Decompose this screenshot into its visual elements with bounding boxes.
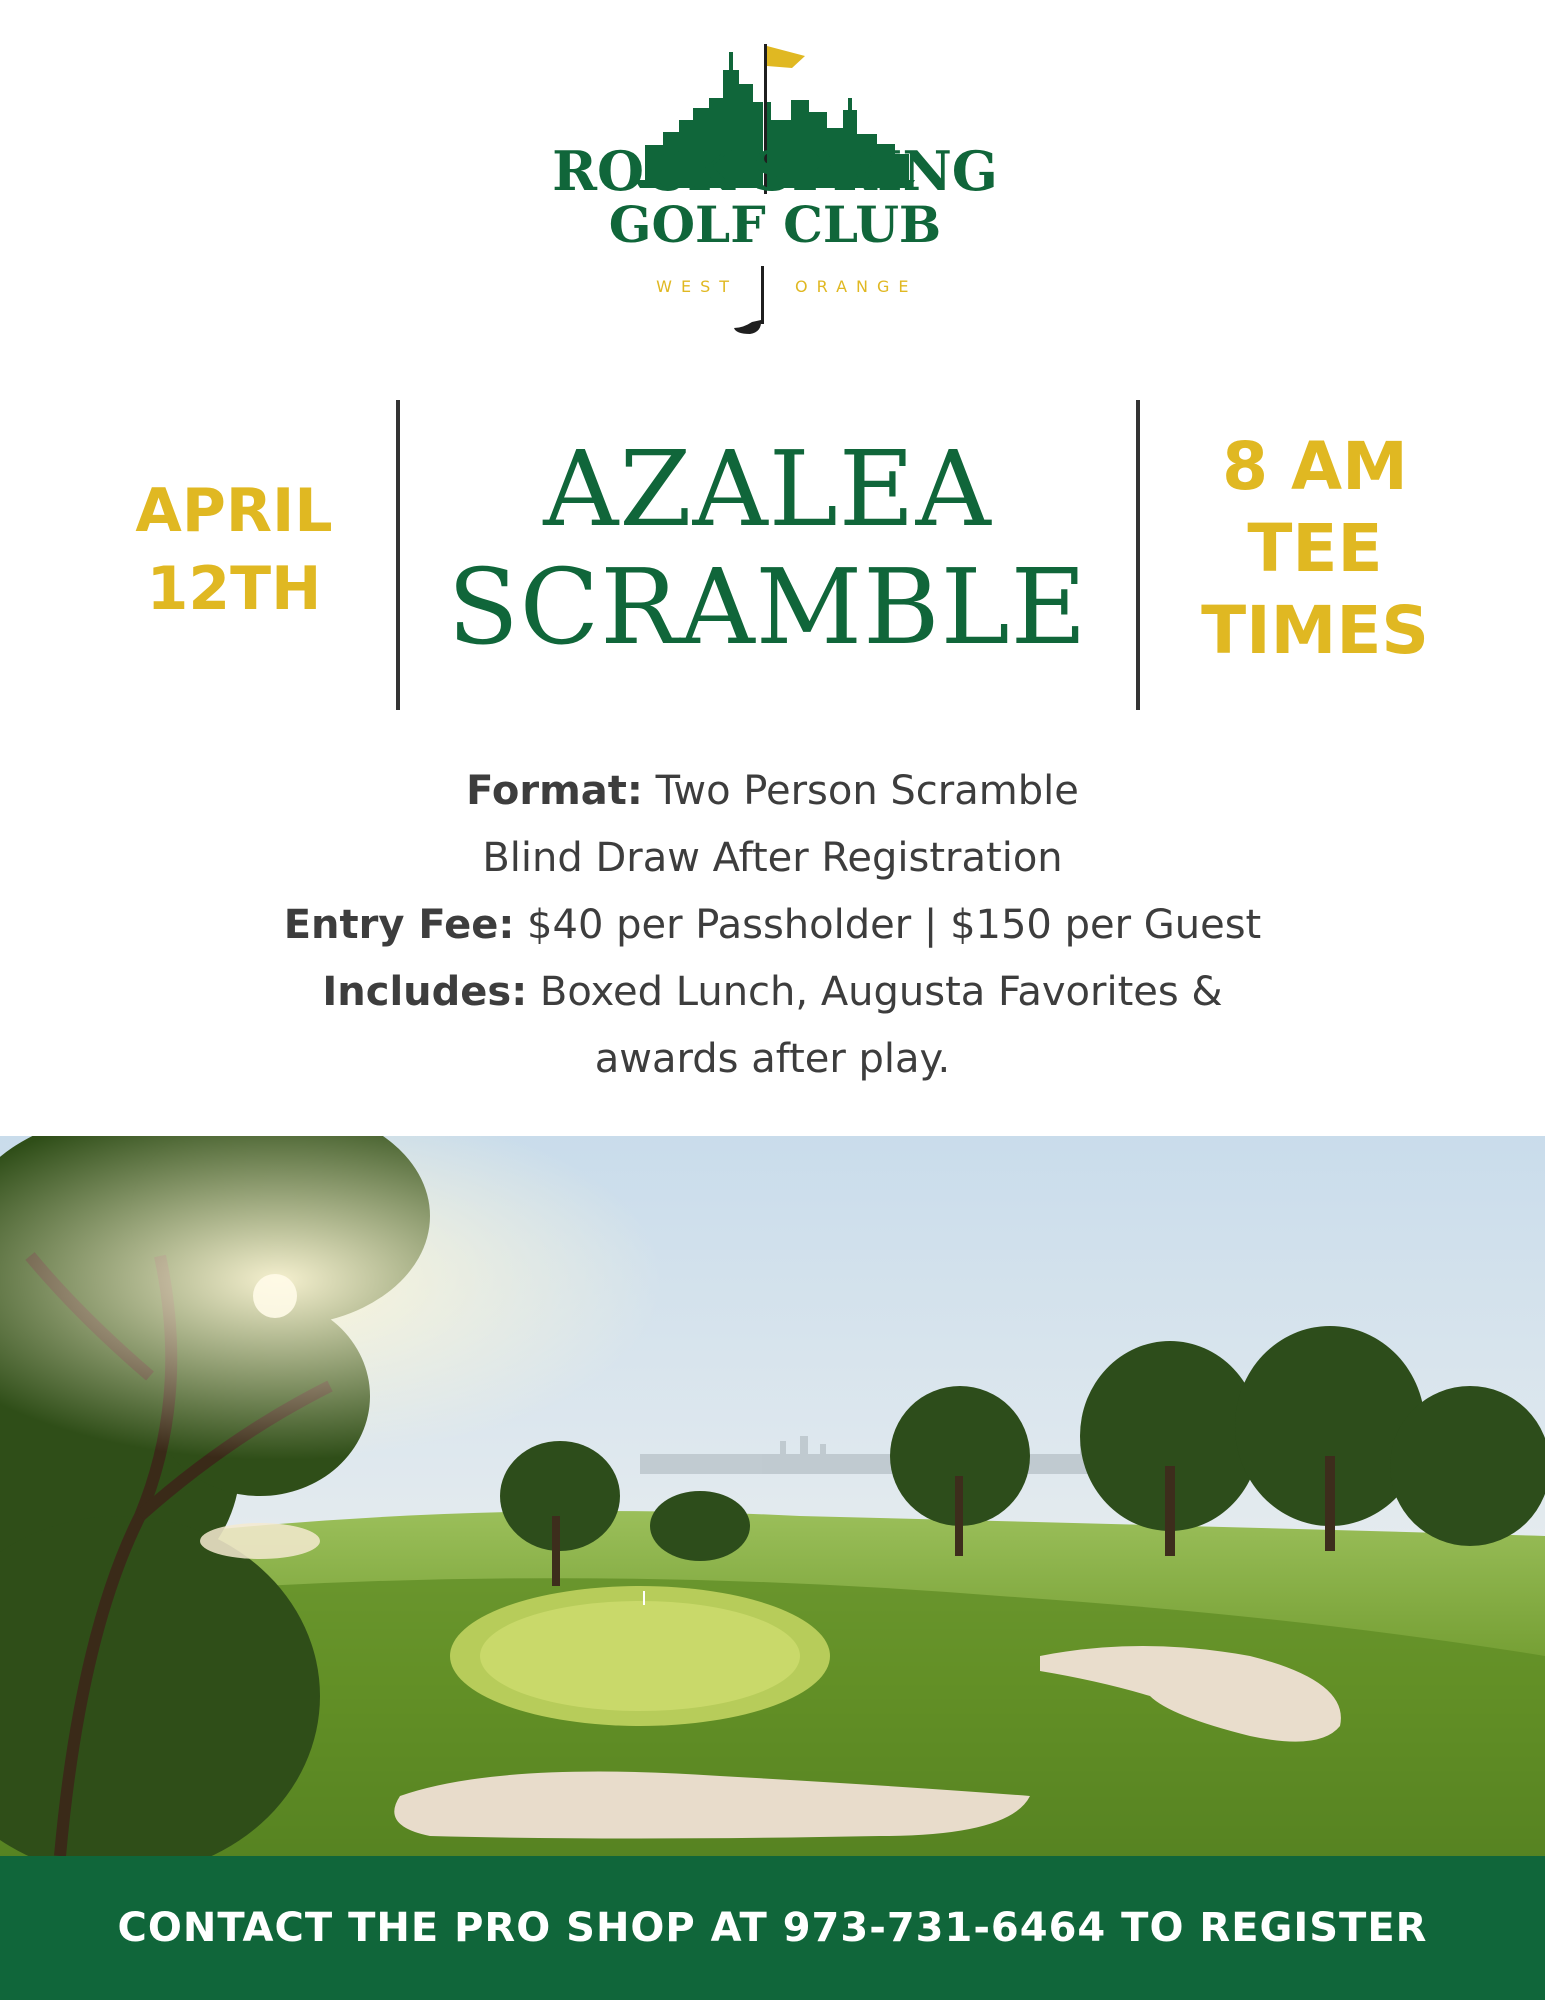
golf-course-illustration: [0, 1136, 1545, 1856]
fee-label: Entry Fee:: [283, 902, 515, 948]
logo-line1: ROCK SPRING: [552, 139, 998, 203]
includes-line-cont: awards after play.: [594, 1036, 951, 1082]
register-cta: CONTACT THE PRO SHOP AT 973-731-6464 TO REGISTER: [117, 1905, 1428, 1951]
includes-value: Boxed Lunch, Augusta Favorites &: [527, 969, 1223, 1015]
event-date: [100, 472, 368, 628]
event-date-day: 12TH: [146, 554, 322, 624]
divider-right: [1136, 400, 1140, 710]
event-title-line1: AZALEA: [543, 428, 992, 550]
skyline-flag-logo-icon: [540, 40, 1010, 340]
format-label: Format:: [466, 768, 643, 814]
format-value: Two Person Scramble: [642, 768, 1079, 814]
event-title-line2: SCRAMBLE: [447, 546, 1088, 668]
event-details: [0, 758, 1545, 1093]
logo-location-right: ORANGE: [795, 277, 918, 296]
club-logo: [540, 40, 1010, 340]
tee-time: [1165, 426, 1465, 672]
tee-time-line3: TIMES: [1201, 592, 1429, 669]
event-headline: [0, 400, 1545, 710]
golf-club-icon: [734, 266, 764, 334]
golf-course-photo: [0, 1136, 1545, 1856]
logo-location-left: WEST: [656, 277, 738, 296]
logo-line2: GOLF CLUB: [608, 195, 942, 254]
event-title: [405, 430, 1130, 666]
draw-note: Blind Draw After Registration: [482, 835, 1063, 881]
footer-banner: [0, 1856, 1545, 2000]
tee-time-line2: TEE: [1247, 510, 1383, 587]
tee-time-line1: 8 AM: [1222, 428, 1408, 505]
divider-left: [396, 400, 400, 710]
fee-line: [0, 892, 1545, 959]
includes-line: [0, 959, 1545, 1026]
format-line: [0, 758, 1545, 825]
event-date-month: APRIL: [135, 476, 333, 546]
includes-label: Includes:: [322, 969, 528, 1015]
fee-value: $40 per Passholder | $150 per Guest: [514, 902, 1262, 948]
